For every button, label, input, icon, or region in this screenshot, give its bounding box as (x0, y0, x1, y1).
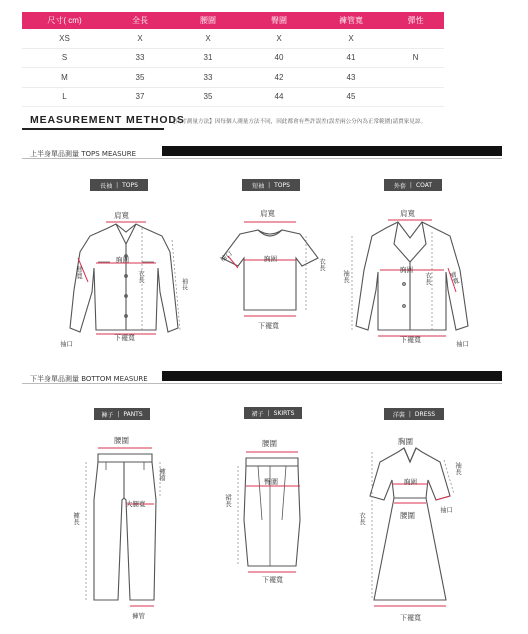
header-length: 全長 (107, 12, 173, 29)
label-sleeve-width: 臂寬 (448, 270, 461, 286)
tag-en: SKIRTS (273, 409, 295, 417)
short-sleeve-tshirt-illustration (222, 230, 318, 310)
label-hem: 下襬寬 (400, 614, 421, 622)
label-chest: 胸圍 (264, 255, 277, 263)
label-shoulder: 肩寬 (260, 209, 275, 218)
label-hem: 下襬寬 (114, 334, 135, 342)
table-cell: 35 (107, 68, 173, 88)
label-length: 褲長 (72, 512, 80, 525)
label-cuff: 袖口 (60, 340, 73, 348)
tag-en: COAT (415, 181, 433, 189)
table-cell: X (243, 29, 315, 48)
label-length: 衣長 (358, 512, 366, 525)
skirt-illustration (244, 458, 300, 566)
bottoms-section-bar (162, 371, 502, 381)
tag-skirts: 裙子 | SKIRTS (244, 407, 302, 419)
label-length: 裙長 (224, 494, 232, 507)
table-row (22, 68, 444, 88)
tag-cn: 褲子 (101, 411, 114, 419)
label-sleeve-length: 袖長 (180, 278, 188, 290)
header-size: 尺寸( cm) (22, 12, 107, 29)
tag-pants: 褲子 | PANTS (94, 408, 150, 420)
tag-dress: 洋裝 | DRESS (384, 408, 444, 420)
table-cell: 40 (243, 48, 315, 68)
table-cell: X (173, 29, 243, 48)
measurement-title: MEASUREMENT METHODS (30, 114, 185, 126)
label-leg-opening: 褲管 (132, 612, 145, 620)
table-cell: X (107, 29, 173, 48)
tops-section-bar (162, 146, 502, 156)
header-hip: 臀圍 (243, 12, 315, 29)
label-hem: 下襬寬 (258, 322, 279, 330)
bottoms-section-title: 下半身單品測量 BOTTOM MEASURE (30, 375, 148, 383)
label-shoulder: 肩寬 (400, 209, 415, 218)
label-sleeve-opening: 袖口 (440, 506, 453, 514)
table-cell: 33 (107, 48, 173, 68)
tag-en: DRESS (414, 410, 436, 418)
label-bust: 胸圍 (398, 437, 413, 446)
tag-cn: 短袖 (252, 182, 265, 190)
table-cell: 44 (243, 87, 315, 107)
table-cell: 43 (315, 68, 387, 88)
label-waist: 腰圍 (400, 511, 415, 520)
table-cell: 33 (173, 68, 243, 88)
table-cell: 35 (173, 87, 243, 107)
table-cell: 45 (315, 87, 387, 107)
table-cell: 41 (315, 48, 387, 68)
tops-section-title: 上半身單品測量 TOPS MEASURE (30, 150, 137, 158)
table-cell: N (387, 48, 444, 68)
tag-cn: 洋裝 (392, 411, 405, 419)
label-waist: 腰圍 (114, 436, 129, 445)
tag-cn: 裙子 (251, 410, 264, 418)
label-hip: 臀圍 (264, 478, 278, 486)
table-cell: L (22, 87, 107, 107)
label-thigh: 大腿寬 (126, 500, 146, 508)
header-elasticity: 彈性 (387, 12, 444, 29)
table-row (22, 29, 444, 48)
label-chest: 胸圍 (400, 266, 413, 274)
label-sleeve-length: 袖長 (342, 270, 350, 283)
label-sleeve-width: 臂寬 (75, 266, 83, 279)
title-underline (22, 128, 164, 130)
label-length: 衣長 (318, 258, 326, 271)
measurement-note: 【尺寸測量方法】因每個人測量方法不同，因此都會有些許誤差(誤差兩公分內為正常範圍)請賈家見諒。 (170, 119, 427, 125)
size-table (22, 12, 444, 107)
table-row (22, 48, 444, 68)
label-rise: 褲襠 (158, 468, 166, 481)
label-cuff: 袖口 (456, 340, 469, 348)
tag-en: PANTS (123, 410, 143, 418)
tag-coat: 外套 | COAT (384, 179, 442, 191)
table-cell: 42 (243, 68, 315, 88)
label-chest: 胸圍 (404, 478, 417, 486)
bottoms-diagrams (0, 424, 528, 632)
tag-short-sleeve: 短袖 | TOPS (242, 179, 300, 191)
label-hem: 下襬寬 (400, 336, 421, 344)
tops-divider (22, 158, 502, 159)
label-length: 衣長 (137, 270, 145, 283)
bottoms-divider (22, 383, 502, 384)
table-cell: 31 (173, 48, 243, 68)
label-hem: 下襬寬 (262, 576, 283, 584)
label-cuff: 袖口 (218, 249, 234, 264)
size-table-header (22, 12, 444, 29)
header-leg-width: 褲管寬 (315, 12, 387, 29)
table-cell: S (22, 48, 107, 68)
tag-long-sleeve: 長袖 | TOPS (90, 179, 148, 191)
tag-cn: 長袖 (100, 182, 113, 190)
table-cell: XS (22, 29, 107, 48)
table-cell (387, 68, 444, 88)
dress-illustration (370, 448, 450, 600)
tag-cn: 外套 (393, 182, 406, 190)
label-waist: 腰圍 (262, 439, 277, 448)
table-cell: X (315, 29, 387, 48)
label-length: 衣長 (424, 272, 432, 285)
table-row (22, 87, 444, 107)
label-sleeve-length: 袖長 (454, 462, 462, 475)
table-cell (387, 87, 444, 107)
tops-diagrams (0, 195, 528, 360)
pants-illustration (94, 454, 156, 600)
tag-en: TOPS (122, 181, 138, 189)
table-cell (387, 29, 444, 48)
tag-en: TOPS (274, 181, 290, 189)
table-cell: M (22, 68, 107, 88)
header-waist: 腰圍 (173, 12, 243, 29)
table-cell: 37 (107, 87, 173, 107)
label-chest: 胸圍 (116, 256, 129, 264)
label-shoulder: 肩寬 (114, 211, 129, 220)
